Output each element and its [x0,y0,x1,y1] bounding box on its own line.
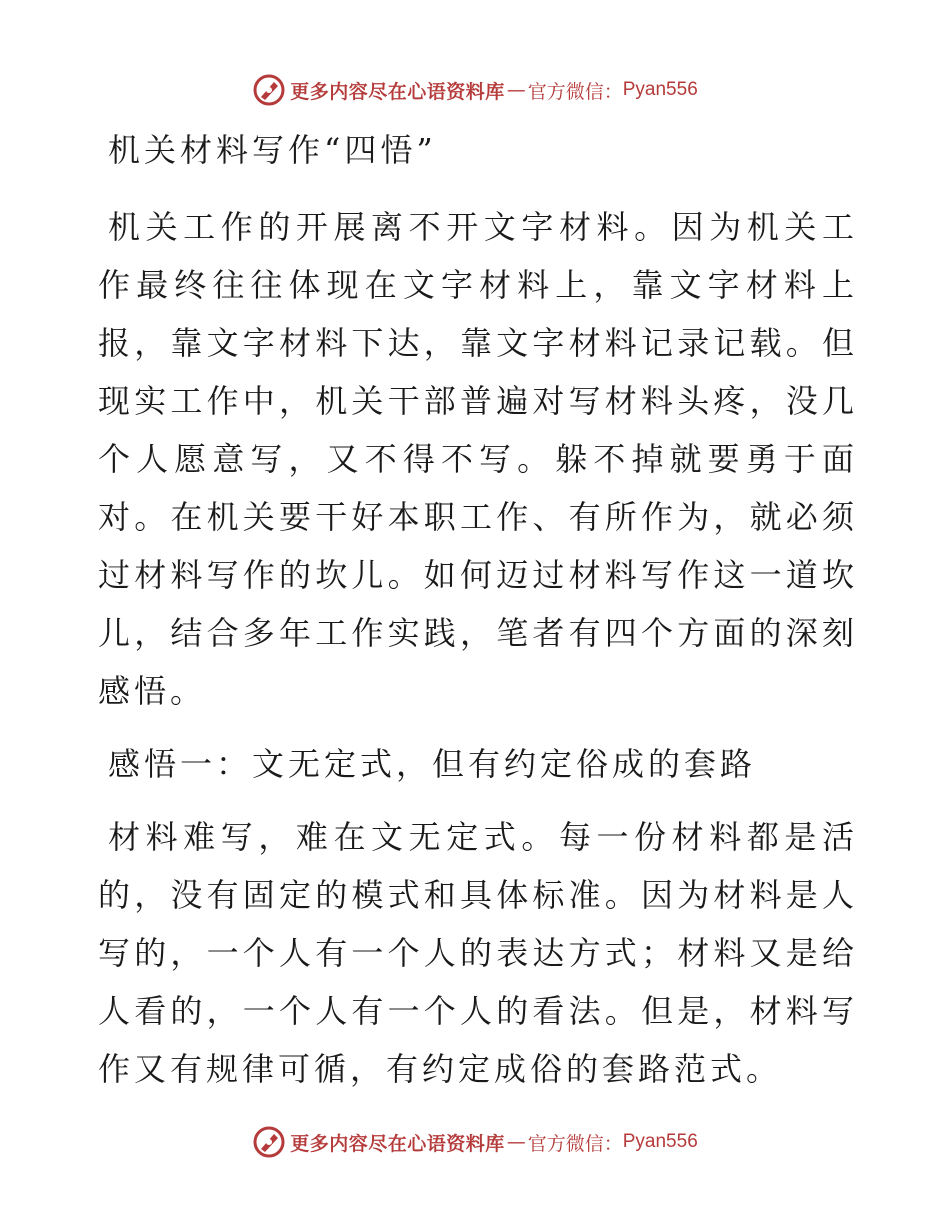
pen-logo-icon [252,73,286,107]
intro-paragraph: 机关工作的开展离不开文字材料。因为机关工作最终往往体现在文字材料上，靠文字材料上报，靠文字材料下达，靠文字材料记录记载。但现实工作中，机关干部普遍对写材料头疼，没几个人愿意写，又不得不写。躲不掉就要勇于面对。在机关要干好本职工作、有所作为，就必须过材料写作的坎儿。如何迈过材料写作这一道坎儿，结合多年工作实践，笔者有四个方面的深刻感悟。 [98,208,858,710]
banner-wechat-id: Pyan556 [622,79,698,100]
banner-wechat-id: Pyan556 [622,1131,698,1152]
section-paragraph-1: 材料难写，难在文无定式。每一份材料都是活的，没有固定的模式和具体标准。因为材料是人写的，一个人有一个人的表达方式；材料又是给人看的，一个人有一个人的看法。但是，材料写作又有规律可循，有约定成俗的套路范式。 [98,818,858,1088]
document-title: 机关材料写作“四悟” [108,131,437,169]
header-banner [0,70,950,110]
pen-logo-icon [252,1125,286,1159]
section-heading-1: 感悟一：文无定式，但有约定俗成的套路 [108,745,757,783]
document-body [98,122,858,1098]
banner-wechat-label: 官方微信： [527,80,623,103]
banner-separator: — [506,79,526,101]
banner-text: 更多内容尽在心语资料库 [290,1132,505,1155]
banner-wechat-label: 官方微信： [527,1132,623,1155]
footer-banner [0,1122,950,1162]
banner-separator: — [506,1131,526,1153]
banner-text: 更多内容尽在心语资料库 [290,80,505,103]
